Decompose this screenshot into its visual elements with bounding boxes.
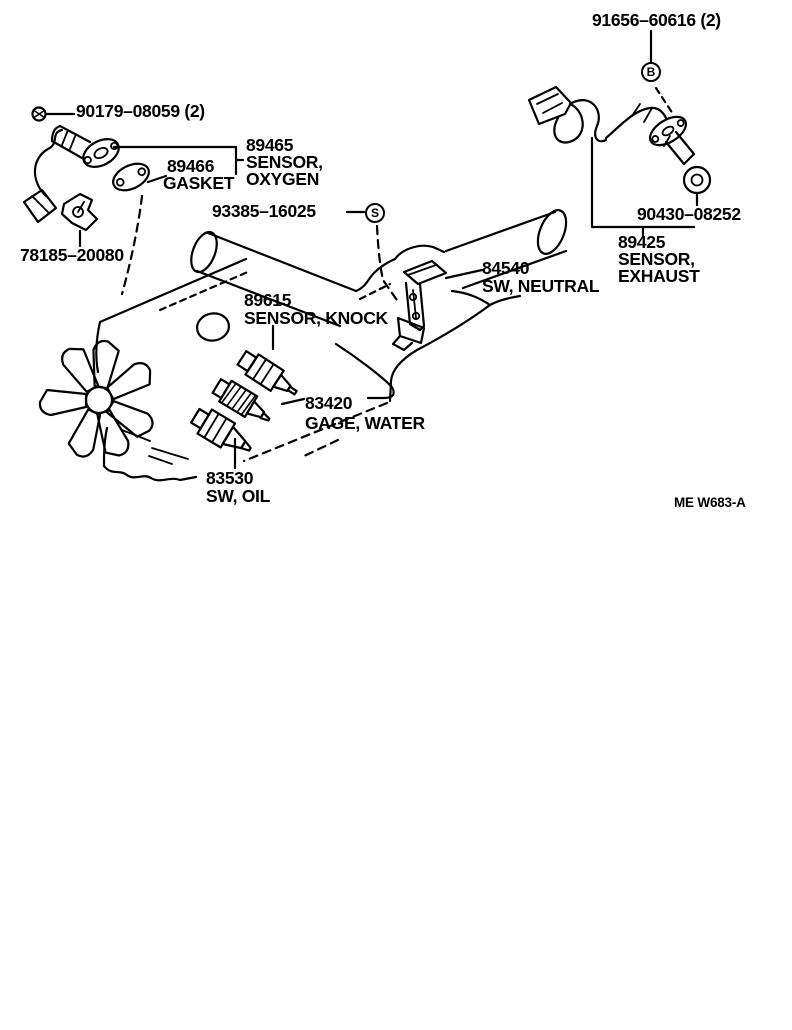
part-number: 91656–60616 (2) (592, 10, 721, 30)
part-name: EXHAUST (618, 266, 700, 286)
marker-circle-s: S (365, 203, 385, 223)
part-name: SENSOR, (246, 152, 323, 172)
marker-circle-b: B (641, 62, 661, 82)
label-93385-16025 (212, 203, 316, 220)
part-number: 90179–08059 (2) (76, 101, 205, 121)
exhaust-sensor-drawing (529, 31, 694, 164)
connector-78185-drawing (62, 194, 97, 246)
part-name: SENSOR, (618, 249, 695, 269)
label-83420-gage-water (305, 391, 425, 432)
exhaust-washer-drawing (684, 167, 710, 193)
label-91656-60616 (592, 12, 721, 29)
label-90179-08059 (76, 103, 205, 120)
part-number: 90430–08252 (637, 204, 741, 224)
part-number: 89615 (244, 290, 292, 310)
nut-drawing (33, 108, 75, 121)
label-89466-gasket (163, 158, 234, 192)
engine-block-drawing (96, 206, 571, 480)
part-name: SW, NEUTRAL (482, 276, 600, 296)
part-number: 84540 (482, 258, 530, 278)
part-number: 93385–16025 (212, 201, 316, 221)
part-name: GASKET (163, 173, 235, 193)
part-number: 89465 (246, 135, 294, 155)
neutral-switch-drawing (393, 261, 482, 350)
part-number: 89466 (167, 156, 215, 176)
part-name: SENSOR, KNOCK (244, 308, 388, 328)
label-89615-sensor-knock (244, 291, 388, 327)
figure-code: ME W683-A (674, 495, 746, 510)
label-84540-sw-neutral (482, 259, 599, 295)
oxygen-gasket-drawing (109, 158, 166, 294)
label-89465-sensor-oxygen (246, 137, 323, 188)
label-89425-sensor-exhaust (618, 234, 700, 285)
part-name: GAGE, WATER (305, 413, 425, 433)
part-number: 78185–20080 (20, 245, 124, 265)
label-83530-sw-oil (206, 469, 270, 505)
part-name: OXYGEN (246, 169, 320, 189)
part-number: 89425 (618, 232, 666, 252)
part-name: SW, OIL (206, 486, 271, 506)
part-number: 83530 (206, 468, 254, 488)
label-90430-08252 (637, 206, 741, 223)
part-number: 83420 (305, 393, 353, 413)
label-78185-20080 (20, 247, 124, 264)
fan-drawing (40, 339, 157, 460)
